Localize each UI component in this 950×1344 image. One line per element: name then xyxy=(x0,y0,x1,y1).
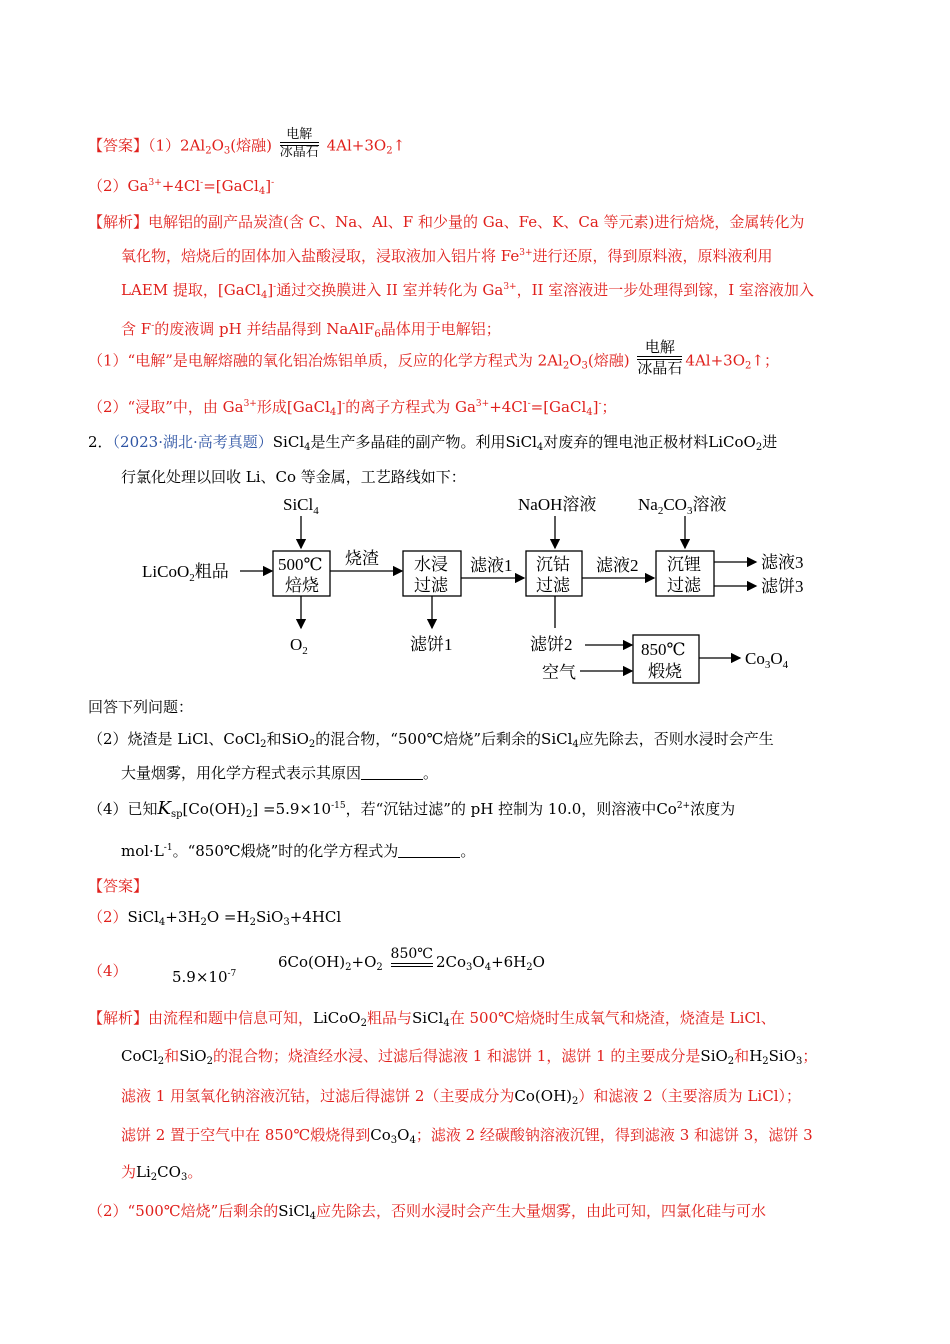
text: 和 xyxy=(164,1047,180,1065)
answer-tag: 【答案】 xyxy=(88,136,149,155)
answer-label: （2） xyxy=(88,908,128,926)
text: （4）已知 xyxy=(88,800,158,818)
text: SiO xyxy=(768,1047,797,1065)
text: ] xyxy=(336,398,343,416)
sub: 4 xyxy=(586,407,593,418)
sub: sp xyxy=(171,809,183,820)
text: （2）烧渣是 LiCl、 xyxy=(88,730,224,748)
text: ； xyxy=(802,1047,818,1065)
text: 应先除去，否则水浸时会产生大量烟雾，由此可知，四氯化硅与可水 xyxy=(316,1202,767,1220)
text: +4Cl xyxy=(489,398,528,416)
text: SiCl xyxy=(272,433,305,451)
text: 应先除去，否则水浸时会产生 xyxy=(578,730,774,748)
sup: 2+ xyxy=(676,801,691,811)
text: 。 xyxy=(187,1163,203,1181)
sub: 2 xyxy=(386,145,393,157)
sup: - xyxy=(151,321,155,331)
text: ； xyxy=(601,398,617,416)
box-label: 过滤 xyxy=(667,576,701,595)
reaction-condition xyxy=(391,947,433,966)
text: 为 xyxy=(121,1163,137,1181)
q1-analysis xyxy=(88,207,814,350)
q2-answer4-value xyxy=(172,968,236,986)
text: SiO xyxy=(700,1047,728,1065)
text: ； xyxy=(763,351,779,370)
sup: -7 xyxy=(227,969,237,979)
text: 。“850℃煅烧”时的化学方程式为 xyxy=(172,842,399,860)
text: [Co(OH) xyxy=(182,800,246,818)
text: 形成[GaCl xyxy=(256,398,330,416)
text: =[GaCl xyxy=(530,398,587,416)
text: 是生产多晶硅的副产物。利用 xyxy=(310,433,506,451)
flow-na2co3-label: $Na_2CO_3$溶液 xyxy=(638,495,727,517)
sup: - xyxy=(527,399,531,409)
q2-sub4-line1: （4）已知$K_{sp}[Co(OH)_2] =5.9\times 10^{-15}$，若“沉钴过滤”的 pH 控制为 10.0，则溶液中$Co^{2+}$浓度为 xyxy=(88,798,736,820)
text: （1）“电解”是电解熔融的氧化铝冶炼铝单质，反应的化学方程式为 2Al xyxy=(88,351,563,370)
text: mol·L xyxy=(121,842,164,860)
text: （2）“浸取”中，由 Ga xyxy=(88,398,244,416)
q2-analysis-line4: 滤饼 2 置于空气中在 850℃煅烧得到$Co_3O_4$；滤液 2 经碳酸钠溶液沉锂，得到滤液 3 和滤饼 3，滤饼 3 xyxy=(121,1126,813,1146)
flow-slag-label: 烧渣 xyxy=(345,549,379,568)
text: +4HCl xyxy=(289,908,342,926)
box-label: 煅烧 xyxy=(648,662,682,681)
text: ，II 室溶液进一步处理得到镓，I 室溶液加入 xyxy=(516,281,814,299)
text: 由流程和题中信息可知， xyxy=(148,1009,314,1027)
reaction-condition xyxy=(280,128,319,161)
flow-naoh-label: NaOH溶液 xyxy=(518,495,597,514)
text: K xyxy=(157,798,171,819)
process-flow-diagram xyxy=(130,490,830,690)
q2-analysis-line1: 【解析】由流程和题中信息可知，LiCoO$_2$粗品与SiCl$_4$在 500℃焙烧时生成氧气和烧渣，烧渣是 LiCl、 xyxy=(88,1009,776,1029)
q2-intro-line1: 2．（2023·湖北·高考真题）SiCl$_4$是生产多晶硅的副产物。利用SiCl$_4$对废弃的锂电池正极材料LiCoO$_2$进 xyxy=(88,433,778,453)
text: ] =5.9×10 xyxy=(252,800,332,818)
cond-top: 850℃ xyxy=(390,946,433,963)
sub: 3 xyxy=(581,360,588,372)
flow-co3o4-label: $Co_3O_4$ xyxy=(745,649,789,671)
text: 2Co xyxy=(435,953,466,971)
text: (熔融) xyxy=(587,351,630,370)
text: 和 xyxy=(734,1047,750,1065)
text: SiCl xyxy=(278,1202,310,1220)
answer-blank[interactable] xyxy=(361,765,423,780)
flow-filtrate3-label: 滤液3 xyxy=(761,553,804,572)
question-number: 2． xyxy=(88,433,113,451)
q2-prompt: 回答下列问题： xyxy=(88,698,194,716)
q2-analysis-line6: （2）“500℃焙烧”后剩余的SiCl$_4$应先除去，否则水浸时会产生大量烟雾，由此可知，四氯化硅与可水 xyxy=(88,1202,767,1222)
text: SiO xyxy=(179,1047,207,1065)
sub: 4 xyxy=(260,290,268,301)
text: CoCl xyxy=(121,1047,158,1065)
text: ；滤液 2 经碳酸钠溶液沉锂，得到滤液 3 和滤饼 3，滤饼 3 xyxy=(415,1126,813,1144)
text: (熔融) xyxy=(230,136,273,155)
sup: 3+ xyxy=(148,178,162,188)
text: 进 xyxy=(762,433,778,451)
text: O =H xyxy=(206,908,250,926)
text: （2）Ga xyxy=(88,177,149,195)
text: 滤液 1 用氢氧化钠溶液沉钴，过滤后得滤饼 2（主要成分为 xyxy=(121,1087,515,1105)
box-label: 500℃ xyxy=(278,555,323,574)
text: +4Cl xyxy=(161,177,201,195)
text: 5.9×10 xyxy=(172,968,228,986)
text: Co xyxy=(370,1126,391,1144)
q1-explain2 xyxy=(88,396,617,418)
text: O xyxy=(532,953,545,971)
cond-top: 电解 xyxy=(286,127,313,142)
text: 含 F xyxy=(121,320,152,338)
sup: 3+ xyxy=(475,399,490,409)
q1-answer-line2 xyxy=(88,175,274,197)
text: 的废液调 pH 并结晶得到 NaAlF xyxy=(154,320,375,338)
box-label: 水浸 xyxy=(414,555,448,574)
text: O xyxy=(569,351,582,370)
box-label: 沉锂 xyxy=(667,555,701,574)
sub: 3 xyxy=(223,145,231,157)
text: 4Al+3O xyxy=(326,136,387,155)
text: O xyxy=(472,953,485,971)
q2-intro-line2: 行氯化处理以回收 Li、Co 等金属，工艺路线如下： xyxy=(121,468,466,486)
q2-answer-tag: 【答案】 xyxy=(88,877,149,895)
text: SiCl xyxy=(127,908,159,926)
answer-label: （4） xyxy=(88,962,128,980)
q2-analysis-line5: 为$Li_2CO_3$。 xyxy=(121,1163,203,1183)
double-bar xyxy=(391,963,433,967)
sub: 4 xyxy=(258,186,266,197)
analysis-line xyxy=(88,238,814,272)
flow-raw-label: LiCoO$_2$粗品 xyxy=(142,562,229,584)
sup: -15 xyxy=(331,801,346,811)
flow-cake3-label: 滤饼3 xyxy=(761,577,804,596)
q2-analysis-line2: CoCl$_2$和SiO$_2$的混合物；烧渣经水浸、过滤后得滤液 1 和滤饼 1，滤饼 1 的主要成分是SiO$_2$和$H_2SiO_3$； xyxy=(121,1047,818,1067)
sup: - xyxy=(342,399,346,409)
cond-bottom: 冰晶石 xyxy=(637,358,683,377)
text: 。 xyxy=(460,842,476,860)
text: 浓度为 xyxy=(690,800,736,818)
text: 6Co(OH) xyxy=(278,953,346,971)
text: 和 xyxy=(266,730,282,748)
text: 。 xyxy=(423,764,439,782)
flow-o2-label: $O_2$ xyxy=(290,635,308,657)
q2-analysis-line3: 滤液 1 用氢氧化钠溶液沉钴，过滤后得滤饼 2（主要成分为$Co(OH)_2$）和滤液 2（主要溶质为 LiCl）； xyxy=(121,1087,801,1107)
up-arrow-icon: ↑ xyxy=(751,351,764,370)
answer-blank[interactable] xyxy=(398,843,460,858)
text: ）和滤液 2（主要溶质为 LiCl）； xyxy=(578,1087,801,1105)
text: SiCl xyxy=(505,433,537,451)
sub: 6 xyxy=(374,329,381,340)
text: CoCl xyxy=(223,730,261,748)
text: ] xyxy=(265,177,272,195)
text: O xyxy=(211,136,224,155)
text: =[GaCl xyxy=(203,177,259,195)
cond-bottom: 冰晶石 xyxy=(279,145,319,161)
sup: 3+ xyxy=(519,248,533,258)
text: 4Al+3O xyxy=(685,351,745,370)
q2-answer4-equation: $6Co(OH)_2+O_2$ 850℃ $2Co_3O_4+6H_2O$ xyxy=(278,946,545,973)
sup: - xyxy=(271,178,275,188)
sup: - xyxy=(598,399,602,409)
q2-sub2-line2 xyxy=(121,762,438,783)
analysis-tag: 【解析】 xyxy=(88,1009,149,1027)
text: 氧化物，焙烧后的固体加入盐酸浸取，浸取液加入铝片将 Fe xyxy=(121,247,520,265)
sup: - xyxy=(273,282,277,292)
text: （2）“500℃焙烧”后剩余的 xyxy=(88,1202,279,1220)
text: CO xyxy=(157,1163,181,1181)
flow-filtrate2-label: 滤液2 xyxy=(596,556,639,575)
box-label: 850℃ xyxy=(641,640,686,659)
analysis-line xyxy=(88,272,814,311)
flow-cake2-label: 滤饼2 xyxy=(530,635,573,654)
q1-explain1 xyxy=(88,338,779,380)
text: 对废弃的锂电池正极材料 xyxy=(543,433,709,451)
sup: 3+ xyxy=(243,399,257,409)
question-source-link[interactable]: （2023·湖北·高考真题） xyxy=(112,433,273,451)
sub: 2 xyxy=(562,360,570,372)
sup: - xyxy=(200,178,204,188)
q2-sub2-line1: （2）烧渣是 LiCl、CoCl$_2$和SiO$_2$的混合物，“500℃焙烧”后剩余的SiCl$_4$应先除去，否则水浸时会产生 xyxy=(88,730,774,750)
sup: -1 xyxy=(163,843,173,853)
box-label: 过滤 xyxy=(536,576,570,595)
text: +O xyxy=(351,953,377,971)
sub: 2 xyxy=(205,145,212,157)
sub: 2 xyxy=(745,360,752,372)
q2-sub4-line2 xyxy=(121,840,475,861)
text: 电解铝的副产品炭渣(含 C、Na、Al、F 和少量的 Ga、Fe、K、Ca 等元素)进行焙烧，金属转化为 xyxy=(148,213,805,231)
text: LiCoO xyxy=(313,1009,361,1027)
up-arrow-icon: ↑ xyxy=(392,136,406,155)
text: 在 500℃焙烧时生成氧气和烧渣，烧渣是 LiCl、 xyxy=(449,1009,776,1027)
text: 晶体用于电解铝； xyxy=(380,320,501,338)
text: ] xyxy=(592,398,599,416)
text: 的离子方程式为 Ga xyxy=(345,398,476,416)
text: 滤饼 2 置于空气中在 850℃煅烧得到 xyxy=(121,1126,371,1144)
text: SiCl xyxy=(412,1009,444,1027)
text: ] xyxy=(267,281,274,299)
q1-answer-line1 xyxy=(88,127,406,163)
text: 的混合物；烧渣经水浸、过滤后得滤液 1 和滤饼 1，滤饼 1 的主要成分是 xyxy=(212,1047,701,1065)
text: 进行还原，得到原料液，原料液利用 xyxy=(532,247,773,265)
text: 通过交换膜进入 II 室并转化为 Ga xyxy=(276,281,504,299)
flow-air-label: 空气 xyxy=(542,663,576,682)
analysis-tag: 【解析】 xyxy=(88,213,149,231)
sub: 4 xyxy=(329,407,337,418)
reaction-condition xyxy=(637,339,682,376)
flow-filtrate1-label: 滤液1 xyxy=(470,556,513,575)
text: LiCoO xyxy=(708,433,756,451)
box-label: 沉钴 xyxy=(536,555,570,574)
text: LAEM 提取，[GaCl xyxy=(121,281,261,299)
box-label: 过滤 xyxy=(414,576,448,595)
text: +6H xyxy=(491,953,527,971)
text: +3H xyxy=(165,908,201,926)
text: SiO xyxy=(281,730,309,748)
text: Li xyxy=(136,1163,151,1181)
text: 大量烟雾，用化学方程式表示其原因 xyxy=(121,764,362,782)
analysis-line xyxy=(88,207,814,238)
box-label: 焙烧 xyxy=(285,576,319,595)
text: SiCl xyxy=(541,730,573,748)
text: ，若“沉钴过滤”的 pH 控制为 10.0，则溶液中 xyxy=(345,800,657,818)
flow-sicl4-label: SiCl$_4$ xyxy=(283,495,319,517)
flow-cake1-label: 滤饼1 xyxy=(410,635,453,654)
text: O xyxy=(397,1126,410,1144)
text: H xyxy=(749,1047,763,1065)
text: Co(OH) xyxy=(514,1087,572,1105)
text: 的混合物，“500℃焙烧”后剩余的 xyxy=(315,730,542,748)
sup: 3+ xyxy=(503,282,517,292)
q2-answer4-label xyxy=(88,960,128,981)
text: Co xyxy=(656,800,677,818)
text: 粗品与 xyxy=(366,1009,412,1027)
text: （1）2Al xyxy=(148,136,206,155)
cond-top: 电解 xyxy=(644,338,675,356)
text: SiO xyxy=(255,908,284,926)
q2-answer2: $(2)SiCl_4+3H_2O =H_2SiO_3+4HCl$ xyxy=(88,908,342,928)
